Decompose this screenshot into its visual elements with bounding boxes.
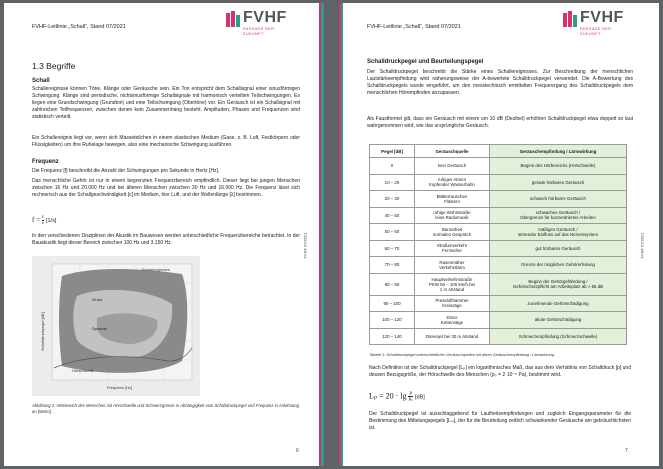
table-cell: Hauptverkehrsstraße PKW 50 – 100 km/h bei 1 m Abstand bbox=[415, 273, 490, 295]
hearing-range-plot bbox=[32, 256, 200, 396]
table-row bbox=[370, 295, 627, 312]
table-cell: Grenze der möglichen Gehörerholung bbox=[490, 257, 627, 274]
table-row bbox=[370, 224, 627, 241]
logo-tagline: PASSADE DER ZUKUNFT bbox=[243, 26, 275, 36]
table-cell: Rasenmäher Verkehrslärm bbox=[415, 257, 490, 274]
sound-level-table bbox=[369, 144, 627, 345]
accent-stripe bbox=[341, 3, 343, 466]
section-title: Schalldruckpegel und Beurteilungspegel bbox=[367, 59, 484, 65]
table-caption: Tabelle 1: Schalldruckpegel unterschiedlicher Geräuschquellen mit deren Geräuschempfindung / Lärmwirkung bbox=[369, 353, 554, 357]
logo-word: FVHF bbox=[580, 9, 624, 26]
table-cell: mäßiges Geräusch / störender Einfluss auf das Nervensystem bbox=[490, 224, 627, 241]
label-schmerzgrenze: Schmerzgrenze bbox=[142, 267, 171, 272]
label-sprache: Sprache bbox=[92, 326, 107, 331]
table-cell: Blätterrauschen Flüstern bbox=[415, 191, 490, 208]
table-cell: ruhige Wohnstraße leise Radiomusik bbox=[415, 207, 490, 224]
paragraph: Die Frequenz [f] beschreibt die Anzahl der Schwingungen pro Sekunde in Hertz [Hz]. bbox=[32, 168, 220, 174]
table-cell: ruhiges Atmen tropfender Wasserhahn bbox=[415, 174, 490, 191]
table-cell: 10 – 20 bbox=[370, 174, 415, 191]
logo-word: FVHF bbox=[243, 9, 287, 26]
table-cell: kein Geräusch bbox=[415, 158, 490, 175]
table-row bbox=[370, 207, 627, 224]
table-cell: Düsenjet bei 30 m Abstand bbox=[415, 328, 490, 345]
paragraph: Als Faustformel gilt, dass ein Geräusch mit einem um 10 dB (Dezibel) erhöhten Schalldruckpegel etwa doppelt so laut wahrgenommen wird, wie das ursprüngliche Geräusch. bbox=[367, 116, 633, 129]
table-row bbox=[370, 328, 627, 345]
table-cell: zunehmende Gehörschädigung bbox=[490, 295, 627, 312]
table-cell: 80 – 90 bbox=[370, 273, 415, 295]
left-page bbox=[4, 3, 324, 466]
table-cell: Disco Kettensäge bbox=[415, 312, 490, 329]
frequency-formula bbox=[32, 215, 56, 226]
axis-label-y: Schalldruckpegel [dB] bbox=[40, 312, 45, 351]
formula-denominator: p₀ bbox=[408, 397, 413, 402]
table-cell: 70 – 80 bbox=[370, 257, 415, 274]
logo-tagline: PASSADE DER ZUKUNFT bbox=[580, 26, 612, 36]
hearing-range-figure bbox=[32, 256, 200, 396]
table-cell: Schmerzempfindung (Schmerzschwelle) bbox=[490, 328, 627, 345]
table-row bbox=[370, 158, 627, 175]
paragraph: Schallereignisse können Töne, Klänge oder Geräusche sein. Ein Ton entspricht dem Schallsignal einer sinusförmigen Schwingung. Klänge sind periodische, nichtsinusförmige Schallsignale mit harmonisch verteilten Teilschwingungen. Es liegen eine Grundschwingung (Grundton) und eine Teilschwingung (Obertöne) vor. Ein Geräusch ist ein Schallsignal mit zahlreichen Teilfrequenzen, zwischen denen kein Zusammenhang besteht. Amplituden, Phasen und Frequenzen sind statistisch verteilt. bbox=[32, 86, 300, 120]
table-row bbox=[370, 174, 627, 191]
table-cell: Beginn des Hörbereichs (Hörschwelle) bbox=[490, 158, 627, 175]
column-header: Pegel [dB] bbox=[370, 145, 415, 158]
axis-label-x: Frequenz [Hz] bbox=[107, 385, 133, 390]
formula-lhs: f = bbox=[32, 216, 41, 225]
paragraph: Der Schalldruckpegel ist ausschlaggebend für Lautheitsempfindungen und zugleich Eingangsparameter für die Bestimmung des Mittelungspegels [Lₘ], der für die Beurteilung zeitlich schwankender Geräusche am gebräuchlichsten ist. bbox=[369, 411, 631, 431]
paragraph: Ein Schallereignis liegt vor, wenn sich Masseteilchen in einem elastischen Medium (Gase, z. B. Luft, Festkörpern oder Flüssigkeiten) um ihre Ruhelage bewegen, also eine mechanische Schwingung ausführen. bbox=[32, 135, 300, 148]
table-cell: gut hörbares Geräusch bbox=[490, 240, 627, 257]
subheading-schall: Schall bbox=[32, 78, 50, 84]
accent-stripe bbox=[321, 3, 324, 466]
subheading-frequenz: Frequenz bbox=[32, 159, 59, 165]
table-cell: 90 – 100 bbox=[370, 295, 415, 312]
column-header: Geräuschempfindung / Lärmwirkung bbox=[490, 145, 627, 158]
formula-unit: [1/s] bbox=[45, 218, 57, 225]
formula-lhs: Lₚ = 20 · lg bbox=[369, 391, 407, 401]
side-label: FVHF 07/2021 bbox=[639, 232, 645, 259]
right-page bbox=[339, 3, 659, 466]
logo-mark-icon bbox=[226, 11, 240, 27]
figure-caption: Abbildung 2: Hörbereich des Menschen mit Hörschwelle und Schmerzgrenze in Abhängigkeit vom Schalldruckpegel und Frequenz in Anlehnung an [Metro]. bbox=[32, 403, 299, 414]
table-row bbox=[370, 191, 627, 208]
table-header-row bbox=[370, 145, 627, 158]
page-header: FVHF-Leitlinie „Schall“, Stand 07/2021 bbox=[32, 24, 126, 30]
page-header: FVHF-Leitlinie „Schall“, Stand 07/2021 bbox=[367, 24, 461, 30]
sound-pressure-formula bbox=[369, 391, 425, 402]
paragraph: Nach Definition ist der Schalldruckpegel [Lₚ] ein logarithmisches Maß, das aus dem Verhältnis von Schalldruck [p] und dessen Bezugsgröße, der Hörschwelle des Menschen (p₀ = 2·10⁻⁵ Pa), bestimmt wird. bbox=[369, 365, 631, 378]
table-cell: Presslufthammer Kreissäge bbox=[415, 295, 490, 312]
paragraph: Der Schalldruckpegel beschreibt die Stärke eines Schallereignisses. Zur Beschreibung der menschlichen Lautstärkeempfindung wird näherungsweise der A-bewertete Schalldruckpegel verwendet. Die A-Bewertung des Schalldruckpegels wurde eingeführt, um den messtechnisch ermittelten Frequenzgang des Schalldruckpegels dem menschlichen Hörempfinden anzupassen. bbox=[367, 69, 633, 96]
side-label: FVHF 07/2021 bbox=[302, 232, 308, 259]
table-cell: akute Gehörschädigung bbox=[490, 312, 627, 329]
section-heading: 1.3 Begriffe bbox=[32, 61, 76, 71]
formula-numerator: c bbox=[41, 215, 45, 220]
table-cell: 60 – 70 bbox=[370, 240, 415, 257]
table-row bbox=[370, 257, 627, 274]
paragraph: In den verschiedenen Disziplinen der Akustik im Bauwesen werden unterschiedliche Frequenzbereiche betrachtet. In der Bauakustik liegt dieser Bereich zwischen 100 Hz und 3.150 Hz. bbox=[32, 233, 300, 246]
formula-unit: [dB] bbox=[414, 394, 425, 401]
table-cell: 40 – 50 bbox=[370, 207, 415, 224]
formula-numerator: p bbox=[409, 391, 412, 396]
paragraph: Das menschliche Gehör ist nur in einem begrenzten Frequenzbereich empfindlich. Dieser liegt bei jungen Menschen zwischen 16 Hz und 20.000 Hz und bei älteren Menschen zwischen 30 Hz und 16.000 Hz. Die Frequenz lässt sich rechnerisch aus der Schallgeschwindigkeit [c] im Medium, hier Luft, und der Wellenlänge [λ] bestimmen. bbox=[32, 178, 300, 198]
label-hoerschwelle: Hörschwelle bbox=[72, 368, 94, 373]
table-cell: Büroarbeit normales Gespräch bbox=[415, 224, 490, 241]
label-musik: Musik bbox=[92, 297, 103, 302]
table-cell: Beginn der Gehörgefährdung / Gehörschutzpflicht am Arbeitsplatz ab > 85 dB bbox=[490, 273, 627, 295]
page-number: 6 bbox=[296, 448, 299, 454]
table-cell: gerade hörbares Geräusch bbox=[490, 174, 627, 191]
column-header: Geräuschquelle bbox=[415, 145, 490, 158]
logo-mark-icon bbox=[563, 11, 577, 27]
table-cell: 100 – 120 bbox=[370, 312, 415, 329]
fvhf-logo bbox=[563, 9, 631, 35]
table-cell: schwaches Geräusch / Obergrenze für konzentriertes Arbeiten bbox=[490, 207, 627, 224]
formula-denominator: λ bbox=[41, 221, 45, 226]
table-cell: Straßenverkehr Fernseher bbox=[415, 240, 490, 257]
table-cell: 0 bbox=[370, 158, 415, 175]
page-number: 7 bbox=[625, 448, 628, 454]
table-cell: 20 – 30 bbox=[370, 191, 415, 208]
table-cell: 120 – 140 bbox=[370, 328, 415, 345]
table-row bbox=[370, 312, 627, 329]
table-cell: schwach hörbares Geräusch bbox=[490, 191, 627, 208]
fvhf-logo bbox=[226, 9, 294, 35]
table-row bbox=[370, 240, 627, 257]
table-row bbox=[370, 273, 627, 295]
table-cell: 50 – 60 bbox=[370, 224, 415, 241]
